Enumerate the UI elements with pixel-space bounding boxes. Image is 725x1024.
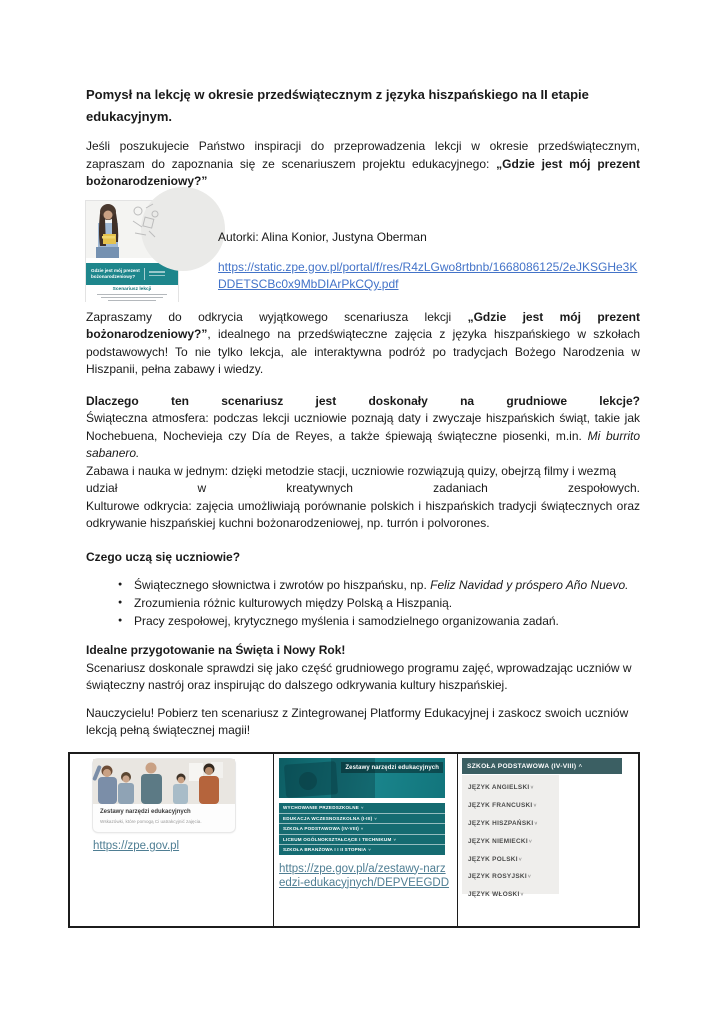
chevron-down-icon: ˅ xyxy=(393,836,397,842)
intro-paragraph: Jeśli poszukujecie Państwo inspiracji do przeprowadzenia lekcji w okresie przedświątecznym, zapraszam do zapoznania się ze scenariuszem projektu edukacyjnego: „Gdzie jest mój prezent bożonarodzeniowy?” xyxy=(86,139,640,188)
chevron-up-icon: ˄ xyxy=(578,762,583,770)
scenario-cover-image xyxy=(86,201,178,301)
why-paragraph-2-line2: udział w kreatywnych zadaniach zespołowych. xyxy=(86,481,640,495)
cover-illustration xyxy=(86,201,178,258)
menu-bar-item: WYCHOWANIE PRZEDSZKOLNE ˅ xyxy=(279,803,445,814)
list-item: ● Zrozumienia różnic kulturowych między Polską a Hiszpanią. xyxy=(118,596,453,610)
toolkit-page-screenshot xyxy=(279,758,445,855)
banner-title: Zestawy narzędzi edukacyjnych xyxy=(341,762,443,773)
chevron-down-icon: ˅ xyxy=(520,892,524,899)
education-level-menu xyxy=(279,803,445,855)
cover-smallprint xyxy=(101,297,163,298)
why-paragraph-1: Świąteczna atmosfera: podczas lekcji uczniowie poznają daty i zwyczaje hiszpańskich świąt, takie jak Nochebuena, Nochevieja czy Día de Reyes, a także śpiewają świąteczne piosenki, m.in. Mi burrito sabanero. xyxy=(86,411,640,460)
ideal-section xyxy=(86,642,640,695)
author-block xyxy=(86,201,640,301)
language-list xyxy=(462,775,559,899)
card-photo xyxy=(93,759,235,804)
cover-label: Scenariusz lekcji xyxy=(112,286,152,292)
chevron-down-icon: ˅ xyxy=(533,803,537,810)
language-list-item: JĘZYK ROSYJSKI˅ xyxy=(468,873,532,881)
cover-caption-line1: Gdzie jest mój prezent xyxy=(91,267,140,273)
cover-footer-strip xyxy=(86,285,178,306)
menu-bar-item: SZKOŁA BRANŻOWA I I II STOPNIA ˅ xyxy=(283,847,371,853)
cover-caption-line2: bożonarodzeniowy? xyxy=(91,273,136,279)
menu-bar-item: LICEUM OGÓLNOKSZTAŁCĄCE I TECHNIKUM ˅ xyxy=(279,835,445,846)
resources-table xyxy=(68,752,640,928)
language-list-item: JĘZYK NIEMIECKI˅ xyxy=(468,837,533,845)
why-heading: Dlaczego ten scenariusz jest doskonały na grudniowe lekcje? xyxy=(86,393,640,408)
language-list-item: JĘZYK POLSKI˅ xyxy=(468,855,522,863)
chevron-down-icon: ˅ xyxy=(518,856,522,863)
cover-smallprint xyxy=(108,300,156,301)
why-paragraph-2-line1: Zabawa i nauka w jednym: dzięki metodzie stacji, uczniowie rozwiązują quizy, obejrzą filmy i wezmą xyxy=(86,463,616,478)
learn-heading: Czego uczą się uczniowie? xyxy=(86,549,241,564)
toolkit-banner xyxy=(279,758,445,798)
page-title: Pomysł na lekcję w okresie przedświątecznym z języka hiszpańskiego na II etapie edukacyjnym. xyxy=(86,87,589,124)
zpe-card-thumbnail xyxy=(93,759,235,832)
table-cell-subjects xyxy=(458,754,638,926)
ideal-text: Scenariusz doskonale sprawdzi się jako część grudniowego programu zajęć, wprowadzając uczniów w świąteczny nastrój oraz inspirując do dalszego odkrywania kultury hiszpańskiej. xyxy=(86,660,632,692)
why-paragraph-3: Kulturowe odkrycia: zajęcia umożliwiają porównanie polskich i hiszpańskich tradycji świątecznych oraz odkrywanie hiszpańskiej kuchni bożonarodzeniowej, np. turrón i polvorones. xyxy=(86,498,640,530)
menu-bar-item: SZKOŁA PODSTAWOWA (IV-VIII) ˅ xyxy=(279,824,445,835)
list-item: ● Świątecznego słownictwa i zwrotów po hiszpańsku, np. Feliz Navidad y próspero Año Nuevo. xyxy=(118,578,629,592)
cover-band-divider xyxy=(144,268,145,280)
document-body xyxy=(86,84,640,793)
chevron-down-icon: ˅ xyxy=(527,874,532,881)
bullet-icon: ● xyxy=(118,599,123,606)
cover-band-smalltext xyxy=(149,271,165,276)
language-list-item: JĘZYK WŁOSKI˅ xyxy=(468,891,524,899)
subject-dropdown-screenshot xyxy=(462,758,633,899)
chevron-down-icon: ˅ xyxy=(528,838,533,845)
chevron-down-icon: ˅ xyxy=(530,785,534,792)
table-cell-zpe-home xyxy=(70,754,274,926)
invite-paragraph: Zapraszamy do odkrycia wyjątkowego scenariusza lekcji „Gdzie jest mój prezent bożonarodzeniowy?”, idealnego na przedświąteczne zajęcia z języka hiszpańskiego w szkołach podstawowych! To nie tylko lekcja, ale interaktywna podróż po tradycjach Bożego Narodzenia w Hiszpanii, pełna zabawy i wiedzy. xyxy=(86,309,640,376)
chevron-down-icon: ˅ xyxy=(360,826,364,832)
dropdown-header: SZKOŁA PODSTAWOWA (IV-VIII) ˄ xyxy=(462,758,622,774)
banner-photo-shape xyxy=(299,772,317,790)
ideal-heading: Idealne przygotowanie na Święta i Nowy Rok! xyxy=(86,643,346,657)
language-list-item: JĘZYK HISZPAŃSKI˅ xyxy=(468,819,538,827)
list-item: ● Pracy zespołowej, krytycznego myślenia i samodzielnego organizowania zadań. xyxy=(118,614,559,628)
language-list-item: JĘZYK ANGIELSKI˅ xyxy=(468,784,534,792)
zpe-home-link[interactable]: https://zpe.gov.pl xyxy=(93,840,180,853)
toolkit-page-link[interactable]: https://zpe.gov.pl/a/zestawy-narzedzi-edukacyjnych/DEPVEEGDD xyxy=(279,862,450,889)
chevron-down-icon: ˅ xyxy=(368,847,371,853)
bullet-icon: ● xyxy=(118,581,123,588)
author-column xyxy=(218,201,642,301)
chevron-down-icon: ˅ xyxy=(534,820,538,827)
card-body xyxy=(93,804,235,832)
table-cell-toolkits xyxy=(274,754,458,926)
learn-bullets xyxy=(86,576,640,630)
card-title: Zestawy narzędzi edukacyjnych xyxy=(100,809,191,815)
menu-bar-item: EDUKACJA WCZESNOSZKOLNA (I-III) ˅ xyxy=(279,814,445,825)
chevron-down-icon: ˅ xyxy=(374,815,377,821)
chevron-down-icon: ˅ xyxy=(361,805,364,811)
bullet-icon: ● xyxy=(118,617,123,624)
cover-smallprint xyxy=(97,294,167,295)
scenario-pdf-link[interactable]: https://static.zpe.gov.pl/portal/f/res/R4zLGwo8rtbnb/1668086125/2eJKSGHe3KDDETSCBc0x9MbDIArPkCQy.pdf xyxy=(218,259,638,291)
cta-paragraph: Nauczycielu! Pobierz ten scenariusz z Zintegrowanej Platformy Edukacyjnej i zaskocz swoich uczniów lekcją pełną świątecznej magii! xyxy=(86,705,629,737)
card-subtitle: Wskazówki, które pomogą Ci uatrakcyjnić zajęcia. xyxy=(100,818,202,824)
language-list-item: JĘZYK FRANCUSKI˅ xyxy=(468,802,537,810)
why-section xyxy=(86,393,640,533)
authors-line: Autorki: Alina Konior, Justyna Oberman xyxy=(218,229,427,244)
